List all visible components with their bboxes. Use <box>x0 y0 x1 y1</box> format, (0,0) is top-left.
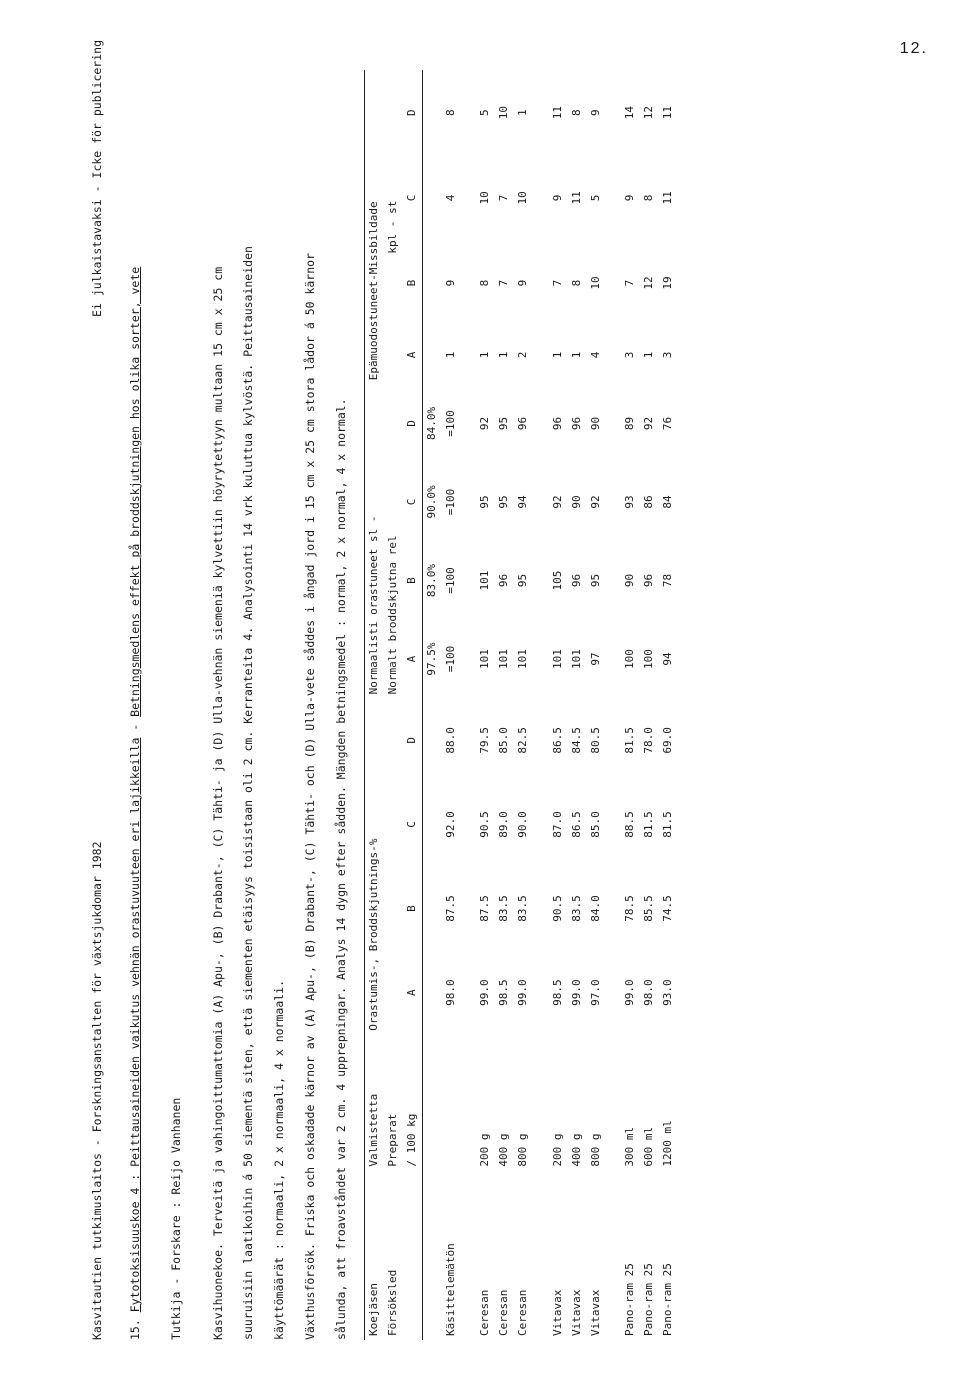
cell: 12 <box>642 106 656 120</box>
cell: 5 <box>478 109 492 116</box>
cell: 78.0 <box>642 727 656 754</box>
table-row <box>621 70 640 1340</box>
cell: 101 <box>569 649 583 669</box>
cell: 76 <box>661 416 675 431</box>
header-epamuodos: Epämuodostuneet-Missbildade <box>365 70 384 384</box>
cell: 1 <box>497 351 511 359</box>
cell: 99.0 <box>623 979 637 1006</box>
cell: 99.0 <box>569 979 583 1006</box>
cell: 7 <box>550 279 564 287</box>
cell: 8 <box>569 279 583 287</box>
row-dose: 200 g <box>550 1133 564 1167</box>
cell: 92 <box>550 495 564 509</box>
cell: 95 <box>478 495 492 509</box>
col-letter: B <box>403 867 422 951</box>
cell: 3 <box>661 351 675 359</box>
cell: 94 <box>661 652 675 666</box>
header-per100: / 100 kg <box>403 1035 422 1171</box>
cell: 1 <box>642 351 656 359</box>
col-letter: D <box>403 384 422 463</box>
cell: 7 <box>497 279 511 287</box>
cell: 8 <box>569 109 583 116</box>
cell: 9 <box>623 194 637 202</box>
row-dose <box>442 1035 461 1171</box>
table-row <box>476 70 495 1340</box>
cell: 83.5 <box>497 895 511 922</box>
cell: 95 <box>497 495 511 509</box>
abs-value: 90.0% <box>424 485 438 519</box>
cell: 95 <box>516 573 530 588</box>
cell: 105 <box>550 570 564 591</box>
header-institute: Kasvitautien tutkimuslaitos - Forskningsanstalten för växtsjukdomar 1982 <box>90 841 104 1340</box>
finnish-description <box>211 40 288 1340</box>
col-letter: B <box>403 240 422 325</box>
cell: 2 <box>516 351 530 359</box>
cell: 4 <box>443 194 457 202</box>
cell: 82.5 <box>516 727 530 754</box>
cell: 1 <box>478 351 492 359</box>
finnish-line: Kasvihuonekoe. Terveitä ja vahingoittumattomia (A) Apu-, (B) Drabant-, (C) Tähti- ja (D) Ulla-vehnän siemeniä kylvettiin höyrytettyyn multaan 15 cm x 25 cm <box>210 266 225 1340</box>
header-orastumis: Orastumis-, Broddskjutnings-% <box>365 698 384 1034</box>
cell: 79.5 <box>478 727 492 754</box>
cell: 1 <box>516 109 530 116</box>
cell: 90.0 <box>516 811 530 838</box>
cell: =100 <box>443 645 457 673</box>
untreated-absolute-row <box>422 70 441 1340</box>
cell: 69.0 <box>661 727 675 754</box>
header-publication-note: Ei julkaistavaksi - Icke för publicering <box>90 40 104 317</box>
cell: 95 <box>497 416 511 431</box>
title-separator: - <box>127 716 142 738</box>
cell: 98.0 <box>443 979 457 1006</box>
table-row <box>442 70 461 1340</box>
cell: 96 <box>569 573 583 588</box>
cell: 9 <box>588 109 602 116</box>
cell: 11 <box>661 191 675 205</box>
cell: 100 <box>623 649 637 669</box>
cell: 7 <box>497 194 511 202</box>
page-number: 12. <box>899 40 928 57</box>
cell: 88.0 <box>443 727 457 754</box>
header-valmiste: Valmistetta <box>365 1035 384 1171</box>
cell: 92.0 <box>443 811 457 838</box>
page-header <box>90 40 106 1340</box>
cell: 85.5 <box>642 895 656 922</box>
cell: 84.0 <box>588 895 602 922</box>
cell: 81.5 <box>661 811 675 838</box>
cell: 8 <box>478 279 492 287</box>
cell: 92 <box>588 495 602 509</box>
row-name: Ceresan <box>497 1289 511 1336</box>
col-letter: C <box>403 155 422 240</box>
cell: 8 <box>642 194 656 202</box>
col-letter: C <box>403 782 422 866</box>
cell: 101 <box>516 649 530 669</box>
header-preparat: Preparat <box>385 1113 399 1167</box>
cell: 90.5 <box>550 895 564 922</box>
row-name: Pano-ram 25 <box>623 1263 637 1336</box>
cell: 4 <box>588 351 602 359</box>
cell: 89 <box>623 416 637 431</box>
abs-value: 83.0% <box>424 563 438 598</box>
cell: 85.0 <box>497 727 511 754</box>
cell: =100 <box>443 410 457 437</box>
cell: 1 <box>569 351 583 359</box>
row-name: Ceresan <box>516 1289 530 1336</box>
cell: 11 <box>550 106 564 120</box>
swedish-description <box>303 40 349 1340</box>
cell: 89.0 <box>497 811 511 838</box>
table-row <box>587 70 606 1340</box>
cell: 81.5 <box>623 727 637 754</box>
cell: 97.0 <box>588 979 602 1006</box>
cell: 8 <box>443 109 457 116</box>
title-finnish: Fytotoksisuuskoe 4 : Peittausaineiden vaikutus vehnän orastuvuuteen eri lajikkeilla <box>127 737 142 1313</box>
header-normalt: Normalt broddskjutna rel <box>385 535 399 695</box>
cell: 84 <box>661 495 675 509</box>
cell: 99.0 <box>478 979 492 1006</box>
table-row <box>659 70 678 1340</box>
cell: 87.5 <box>478 895 492 922</box>
col-letter: D <box>403 70 422 155</box>
row-dose: 200 g <box>478 1133 492 1167</box>
cell: 87.0 <box>550 811 564 838</box>
col-letter: B <box>403 541 422 620</box>
cell: 78.5 <box>623 895 637 922</box>
cell: 80.5 <box>588 727 602 754</box>
col-letter: C <box>403 463 422 542</box>
col-letter: A <box>403 620 422 699</box>
header-normaalisti: Normaalisti orastuneet sl - <box>365 384 384 698</box>
cell: 96 <box>497 573 511 588</box>
results-table <box>364 70 678 1340</box>
header-forsokled: Försöksled <box>385 1269 399 1336</box>
cell: 10 <box>478 191 492 205</box>
cell: 92 <box>478 416 492 431</box>
researcher-line: Tutkija - Forskare : Reijo Vanhanen <box>169 1097 184 1340</box>
row-name: Vitavax <box>569 1289 583 1336</box>
cell: 100 <box>642 649 656 669</box>
row-dose: 400 g <box>497 1133 511 1167</box>
cell: 101 <box>478 570 492 591</box>
cell: =100 <box>443 488 457 516</box>
cell: 11 <box>661 106 675 120</box>
cell: 90.5 <box>478 811 492 838</box>
cell: 94 <box>516 495 530 509</box>
cell: 11 <box>569 191 583 205</box>
title-swedish: Betningsmedlens effekt på broddskjutningen hos olika sorter, vete <box>127 266 142 717</box>
cell: 9 <box>550 194 564 202</box>
cell: 88.5 <box>623 811 637 838</box>
title-number: 15. <box>127 1319 142 1340</box>
cell: 1 <box>443 351 457 359</box>
cell: 90 <box>569 495 583 509</box>
cell: 87.5 <box>443 895 457 922</box>
cell: 101 <box>497 649 511 669</box>
table-row <box>495 70 514 1340</box>
cell: 86 <box>642 495 656 509</box>
cell: 96 <box>569 416 583 431</box>
cell: 10 <box>588 276 602 290</box>
header-koejasen: Koejäsen <box>365 1171 384 1340</box>
cell: 85.0 <box>588 811 602 838</box>
rotated-page-content <box>80 40 940 1340</box>
cell: 78 <box>661 573 675 588</box>
cell: 7 <box>623 279 637 287</box>
cell: 101 <box>550 649 564 669</box>
cell: 90 <box>588 416 602 431</box>
cell: 97 <box>588 652 602 666</box>
abs-value: 84.0% <box>424 406 438 441</box>
swedish-line: Växthusförsök. Friska och oskadade kärnor av (A) Apu-, (B) Drabant-, (C) Tähti- och (D) Ulla-vete såddes i ångad jord i 15 cm x 25 cm stora lådor á 50 kärnor <box>303 252 318 1340</box>
row-name: Pano-ram 25 <box>642 1263 656 1336</box>
cell: 93.0 <box>661 979 675 1006</box>
table-row <box>568 70 587 1340</box>
cell: 98.5 <box>497 979 511 1006</box>
cell: 101 <box>478 649 492 669</box>
cell: 96 <box>642 573 656 588</box>
finnish-line: suuruisiin laatikoihin á 50 siementä siten, että siementen etäisyys toisistaan oli 2 cm. Kerranteita 4. Analysointi 14 vrk kuluttua kylvöstä. Peittausaineiden <box>241 246 256 1340</box>
cell: 5 <box>588 194 602 202</box>
row-name: Vitavax <box>588 1289 602 1336</box>
row-dose: 800 g <box>588 1133 602 1167</box>
cell: 9 <box>443 279 457 287</box>
cell: 1 <box>550 351 564 359</box>
row-name: Ceresan <box>478 1289 492 1336</box>
cell: 96 <box>516 416 530 431</box>
cell: 10 <box>497 106 511 120</box>
cell: 99.0 <box>516 979 530 1006</box>
row-dose: 800 g <box>516 1133 530 1167</box>
cell: 10 <box>516 191 530 205</box>
row-dose: 1200 ml <box>661 1120 675 1167</box>
cell: 74.5 <box>661 895 675 922</box>
table-row <box>514 70 533 1340</box>
row-dose: 600 ml <box>642 1126 656 1167</box>
cell: 95 <box>588 573 602 588</box>
cell: 86.5 <box>550 727 564 754</box>
table-row <box>640 70 659 1340</box>
cell: 19 <box>661 276 675 290</box>
cell: 83.5 <box>516 895 530 922</box>
row-dose: 300 ml <box>623 1126 637 1167</box>
cell: 93 <box>623 495 637 509</box>
row-name: Käsittelemätön <box>443 1243 457 1336</box>
cell: 96 <box>550 416 564 431</box>
row-dose: 400 g <box>569 1133 583 1167</box>
cell: 14 <box>623 106 637 120</box>
row-name: Vitavax <box>550 1289 564 1336</box>
cell: 90 <box>623 573 637 588</box>
cell: =100 <box>443 567 457 594</box>
col-letter: D <box>403 698 422 782</box>
cell: 9 <box>516 279 530 287</box>
abs-value: 97.5% <box>424 642 438 676</box>
cell: 98.5 <box>550 979 564 1006</box>
row-name: Pano-ram 25 <box>661 1263 675 1336</box>
col-letter: A <box>403 951 422 1035</box>
cell: 86.5 <box>569 811 583 838</box>
cell: 83.5 <box>569 895 583 922</box>
cell: 84.5 <box>569 727 583 754</box>
document-title <box>128 40 144 1340</box>
swedish-line: sålunda, att froavståndet var 2 cm. 4 upprepningar. Analys 14 dygn efter sådden. Mängden betningsmedel : normal, 2 x normal, 4 x normal. <box>333 398 348 1340</box>
cell: 98.0 <box>642 979 656 1006</box>
col-letter: A <box>403 326 422 385</box>
table-row <box>549 70 568 1340</box>
header-kpl: kpl - st <box>385 200 399 254</box>
cell: 81.5 <box>642 811 656 838</box>
cell: 12 <box>642 276 656 290</box>
finnish-line: käyttömäärät : normaali, 2 x normaali, 4 x normaali. <box>271 979 286 1340</box>
cell: 3 <box>623 351 637 359</box>
cell: 92 <box>642 416 656 431</box>
